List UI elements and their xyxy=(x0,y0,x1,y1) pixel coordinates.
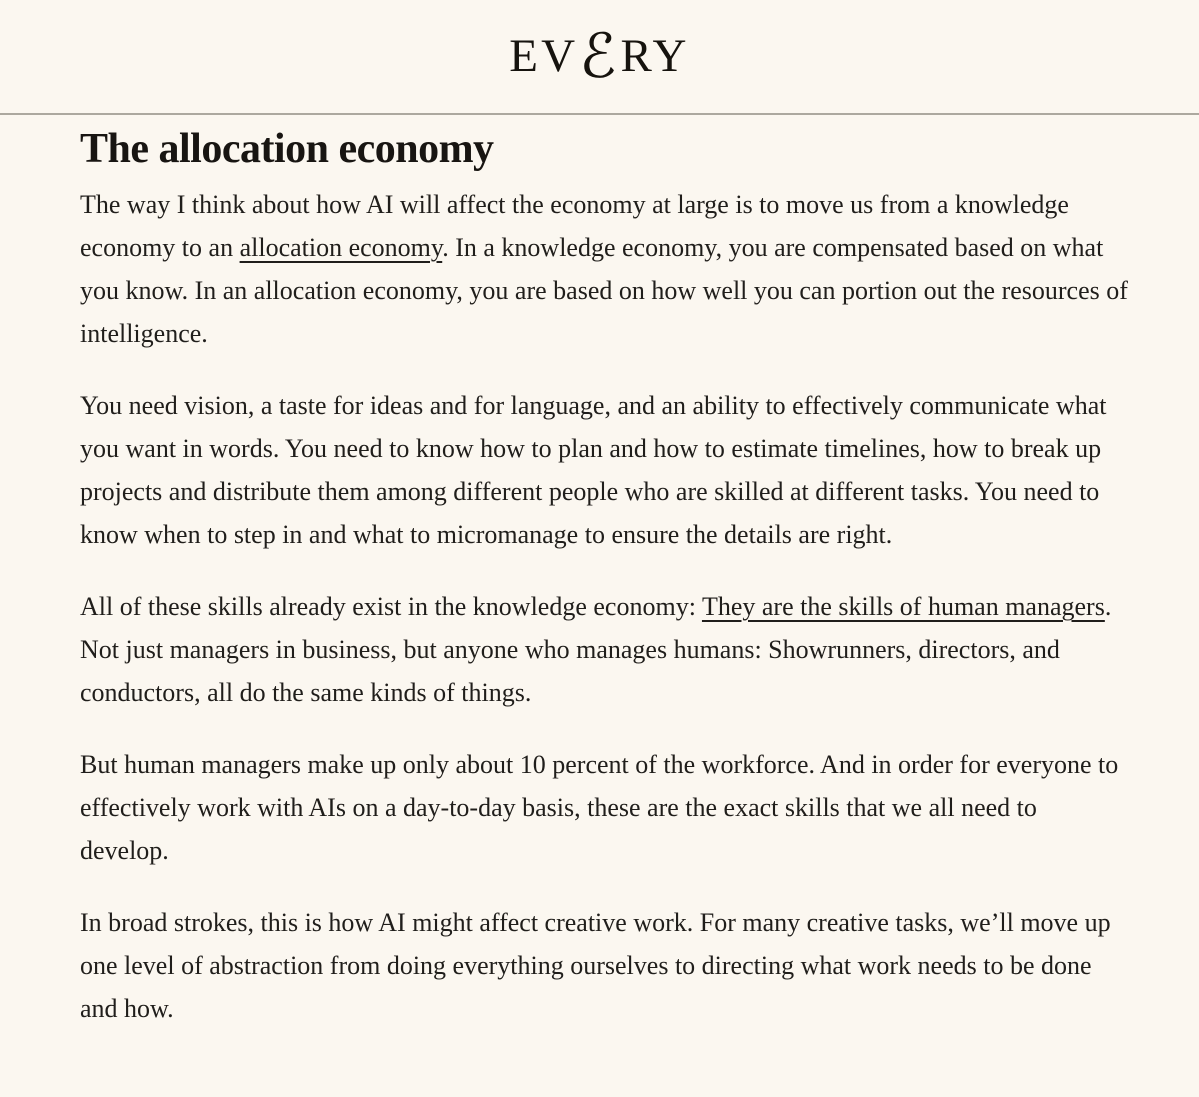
paragraph-2 xyxy=(80,384,1132,556)
link-allocation-economy[interactable]: allocation economy xyxy=(239,233,443,262)
logo-text-post: RY xyxy=(620,30,690,82)
article-body xyxy=(0,115,1199,1030)
every-logo[interactable]: EV ℰ RY xyxy=(509,21,690,93)
paragraph-text: In broad strokes, this is how AI might affect creative work. For many creative tasks, we’ll move up one level of abstraction from doing everything ourselves to directing what work needs to be done and how. xyxy=(80,908,1111,1023)
paragraph-text: The way I think about how AI will affect the economy at large is to move us from a knowledge economy to an xyxy=(80,190,1069,262)
paragraph-3 xyxy=(80,585,1132,714)
paragraph-text: . Not just managers in business, but anyone who manages humans: Showrunners, directors, and conductors, all do the same kinds of things. xyxy=(80,592,1112,707)
paragraph-4 xyxy=(80,743,1132,872)
link-skills-of-human-managers[interactable]: They are the skills of human managers xyxy=(701,592,1105,621)
paragraph-text: All of these skills already exist in the knowledge economy: xyxy=(80,592,702,621)
paragraph-5 xyxy=(80,901,1132,1030)
paragraph-text: . In a knowledge economy, you are compensated based on what you know. In an allocation economy, you are based on how well you can portion out the resources of intelligence. xyxy=(80,233,1128,348)
paragraph-1 xyxy=(80,183,1132,355)
site-header xyxy=(0,0,1199,115)
paragraph-text: But human managers make up only about 10 percent of the workforce. And in order for everyone to effectively work with AIs on a day-to-day basis, these are the exact skills that we all need to develop. xyxy=(80,750,1119,865)
logo-text-pre: EV xyxy=(509,30,579,82)
paragraph-text: You need vision, a taste for ideas and for language, and an ability to effectively communicate what you want in words. You need to know how to plan and how to estimate timelines, how to break up projects and distribute them among different people who are skilled at different tasks. You need to know when to step in and what to micromanage to ensure the details are right. xyxy=(80,391,1107,549)
article-title: The allocation economy xyxy=(80,126,494,172)
